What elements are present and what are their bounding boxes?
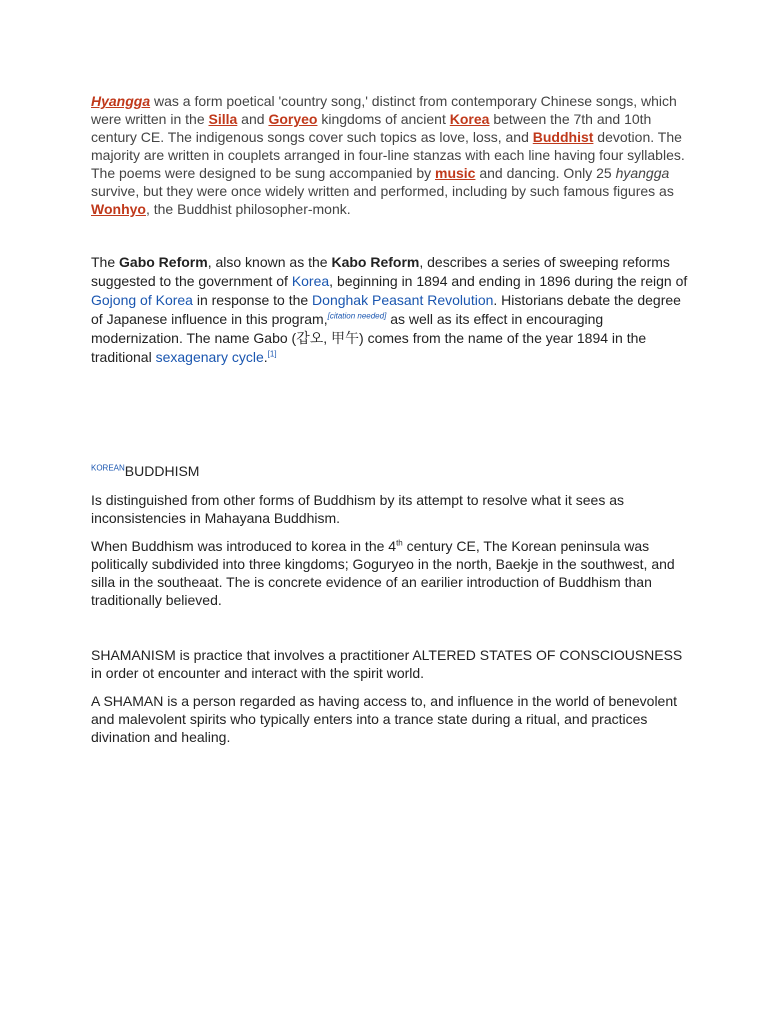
hyangga-link[interactable]: Hyangga: [91, 93, 151, 109]
buddhism-heading: [91, 462, 691, 480]
hyangga-text-3: kingdoms of ancient: [317, 111, 450, 127]
hyangga-text-7: survive, but they were once widely written and performed, including by such famous figures as: [91, 183, 674, 199]
gabo-text-6: as well as its effect in encouraging modernization. The name Gabo (갑오, 甲午) comes from the name of the year 1894 in the traditional: [91, 311, 647, 365]
gabo-text-1: , also known as the: [207, 254, 332, 270]
hyangga-italic-term: hyangga: [615, 165, 670, 181]
gabo-text-5: . Historians debate the degree of Japanese influence in this program,: [91, 292, 681, 327]
gabo-paragraph: [91, 253, 691, 367]
hyangga-paragraph: [91, 92, 691, 218]
sexagenary-cycle-link[interactable]: sexagenary cycle: [155, 349, 264, 365]
gabo-text-0: The: [91, 254, 120, 270]
wonhyo-link[interactable]: Wonhyo: [91, 201, 146, 217]
buddhism-heading-text: BUDDHISM: [124, 463, 200, 479]
korean-label-link[interactable]: KOREAN: [91, 463, 125, 473]
kabo-reform-term: Kabo Reform: [331, 254, 420, 270]
gabo-text-2: , describes a series of sweeping reforms suggested to the government of: [91, 254, 670, 289]
buddhism-p2-text-a: When Buddhism was introduced to korea in the 4: [91, 538, 397, 554]
shamanism-paragraph-1: SHAMANISM is practice that involves a practitioner ALTERED STATES OF CONSCIOUSNESS in order ot encounter and interact with the spirit world.: [91, 647, 683, 681]
hyangga-text-1: was a form poetical 'country song,' distinct from contemporary Chinese songs, which were written in the: [91, 93, 677, 127]
buddhist-link[interactable]: Buddhist: [532, 129, 594, 145]
buddhism-p2-text-b: century CE, The Korean peninsula was politically subdivided into three kingdoms; Goguryeo in the north, Baekje in the southwest, and silla in the southeaat. The is concrete evidence of an earilier introduction of Buddhism than traditionally believed.: [91, 538, 675, 608]
donghak-link[interactable]: Donghak Peasant Revolution: [312, 292, 494, 308]
hyangga-text-8: , the Buddhist philosopher-monk.: [145, 201, 351, 217]
buddhism-paragraph-1: Is distinguished from other forms of Buddhism by its attempt to resolve what it sees as inconsistencies in Mahayana Buddhism.: [91, 492, 625, 526]
citation-needed-link[interactable]: [citation needed]: [327, 311, 387, 321]
hyangga-text-2: and: [237, 111, 269, 127]
silla-link[interactable]: Silla: [208, 111, 238, 127]
shamanism-paragraph-2: A SHAMAN is a person regarded as having access to, and influence in the world of benevolent and malevolent spirits who typically enters into a trance state during a ritual, and practices divination and healing.: [91, 693, 678, 745]
reference-1-link[interactable]: [1]: [267, 349, 277, 359]
gabo-text-3: , beginning in 1894 and ending in 1896 during the reign of: [329, 273, 688, 289]
music-link[interactable]: music: [435, 165, 476, 181]
ordinal-suffix: th: [396, 538, 403, 548]
gabo-text-4: in response to the: [192, 292, 313, 308]
korea-link-hyangga[interactable]: Korea: [449, 111, 490, 127]
gabo-reform-term: Gabo Reform: [119, 254, 208, 270]
hyangga-text-4: between the 7th and 10th century CE. The indigenous songs cover such topics as love, loss, and: [91, 111, 652, 145]
korea-link-gabo[interactable]: Korea: [291, 273, 330, 289]
gojong-link[interactable]: Gojong of Korea: [91, 292, 193, 308]
hyangga-text-6: and dancing. Only 25: [475, 165, 616, 181]
gabo-text-7: .: [263, 349, 268, 365]
buddhism-paragraph-2: [91, 537, 691, 609]
goryeo-link[interactable]: Goryeo: [268, 111, 318, 127]
hyangga-text-5: devotion. The majority are written in couplets arranged in four-line stanzas with each line having four syllables. The poems were designed to be sung accompanied by: [91, 129, 685, 181]
